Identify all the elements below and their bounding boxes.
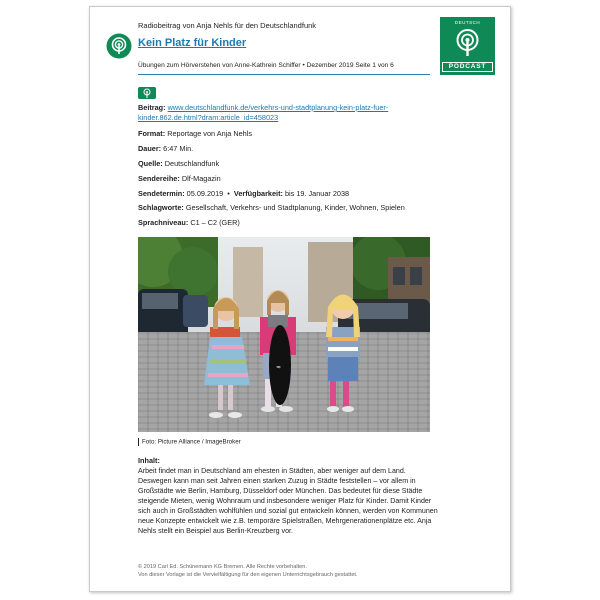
content-label: Inhalt: [138, 456, 160, 465]
info-beitrag [138, 103, 388, 123]
schlagworte-value: Gesellschaft, Verkehrs- und Stadtplanung, Kinder, Wohnen, Spielen [185, 203, 405, 212]
verfuegbarkeit-value: bis 19. Januar 2038 [284, 189, 350, 198]
beitrag-link-cont[interactable]: kinder.862.de.html?dram:article_id=458023 [138, 113, 279, 122]
beitrag-label: Beitrag: [138, 103, 166, 112]
caption-text: Foto: Picture Alliance / ImageBroker [142, 438, 241, 446]
header-topline: Radiobeitrag von Anja Nehls für den Deutschlandfunk [138, 21, 317, 30]
info-sendetermin: Sendetermin: 05.09.2019 • Verfügbarkeit: bis 19. Januar 2038 [138, 189, 350, 198]
photo-children-skateboard [138, 237, 430, 432]
sendetermin-value: 05.09.2019 [186, 189, 224, 198]
header-subline: Übungen zum Hörverstehen von Anne-Kathrein Schiffer • Dezember 2019 Seite 1 von 6 [138, 62, 394, 69]
footer-usage-note: Von dieser Vorlage ist die Vervielfältigung für den eigenen Unterrichtsgebrauch gestattet. [138, 572, 358, 578]
sprachniveau-label: Sprachniveau: [138, 218, 189, 227]
info-sprachniveau [138, 218, 240, 228]
sendetermin-label: Sendetermin: [138, 189, 185, 198]
sprachniveau-value: C1 – C2 (GER) [190, 218, 240, 227]
info-quelle [138, 159, 219, 169]
info-schlagworte [138, 203, 405, 213]
quelle-label: Quelle: [138, 159, 163, 168]
caption-bar [138, 438, 139, 446]
info-dauer [138, 144, 193, 154]
header-divider [138, 74, 430, 75]
logo-bottom-text: PODCAST [442, 62, 493, 72]
info-format [138, 129, 252, 139]
verfuegbarkeit-label: Verfügbarkeit: [233, 189, 283, 198]
podcast-icon [106, 33, 132, 59]
content-text: Arbeit findet man in Deutschland am ehesten in Städten, aber weniger auf dem Land. Deswegen kann man seit Jahren einen starken Zuzug in Städte feststellen – vor allem in Großstädte wie Berlin, Hamburg, Düsseldorf oder München. Das bedeutet für diese Städte steigende Mieten, wenig Wohnraum und insbesondere weniger Platz für Kinder. Damit Kinder sich auch in Großstädten wohlfühlen und sozial gut entwickeln können, werden von Kommunen neue Konzepte entwickelt wie z.B. temporäre Spielstraßen, Mehrgenerationenplätze etc. Anja Nehls stellt ein Beispiel aus Berlin-Kreuzberg vor. [138, 467, 438, 535]
footer-copyright: © 2019 Carl Ed. Schünemann KG Bremen. Alle Rechte vorbehalten. [138, 564, 307, 570]
quelle-value: Deutschlandfunk [164, 159, 220, 168]
svg-text:≈: ≈ [276, 364, 282, 371]
dauer-label: Dauer: [138, 144, 162, 153]
photo-caption [138, 438, 241, 446]
document-page [89, 6, 511, 592]
info-sendereihe [138, 174, 221, 184]
footer [138, 563, 358, 579]
sendereihe-value: Dlf-Magazin [181, 174, 221, 183]
schlagworte-label: Schlagworte: [138, 203, 184, 212]
format-label: Format: [138, 129, 166, 138]
dauer-value: 6:47 Min. [163, 144, 194, 153]
page-title[interactable]: Kein Platz für Kinder [138, 37, 247, 49]
logo-top-text: DEUTSCH [454, 20, 481, 25]
logo-microphone-icon [454, 28, 481, 58]
sendereihe-label: Sendereihe: [138, 174, 180, 183]
format-value: Reportage von Anja Nehls [167, 129, 252, 138]
deutsch-podcast-logo [440, 17, 495, 75]
beitrag-link[interactable]: www.deutschlandfunk.de/verkehrs-und-stadtplanung-kein-platz-fuer- [167, 103, 389, 112]
audio-icon [138, 87, 156, 99]
